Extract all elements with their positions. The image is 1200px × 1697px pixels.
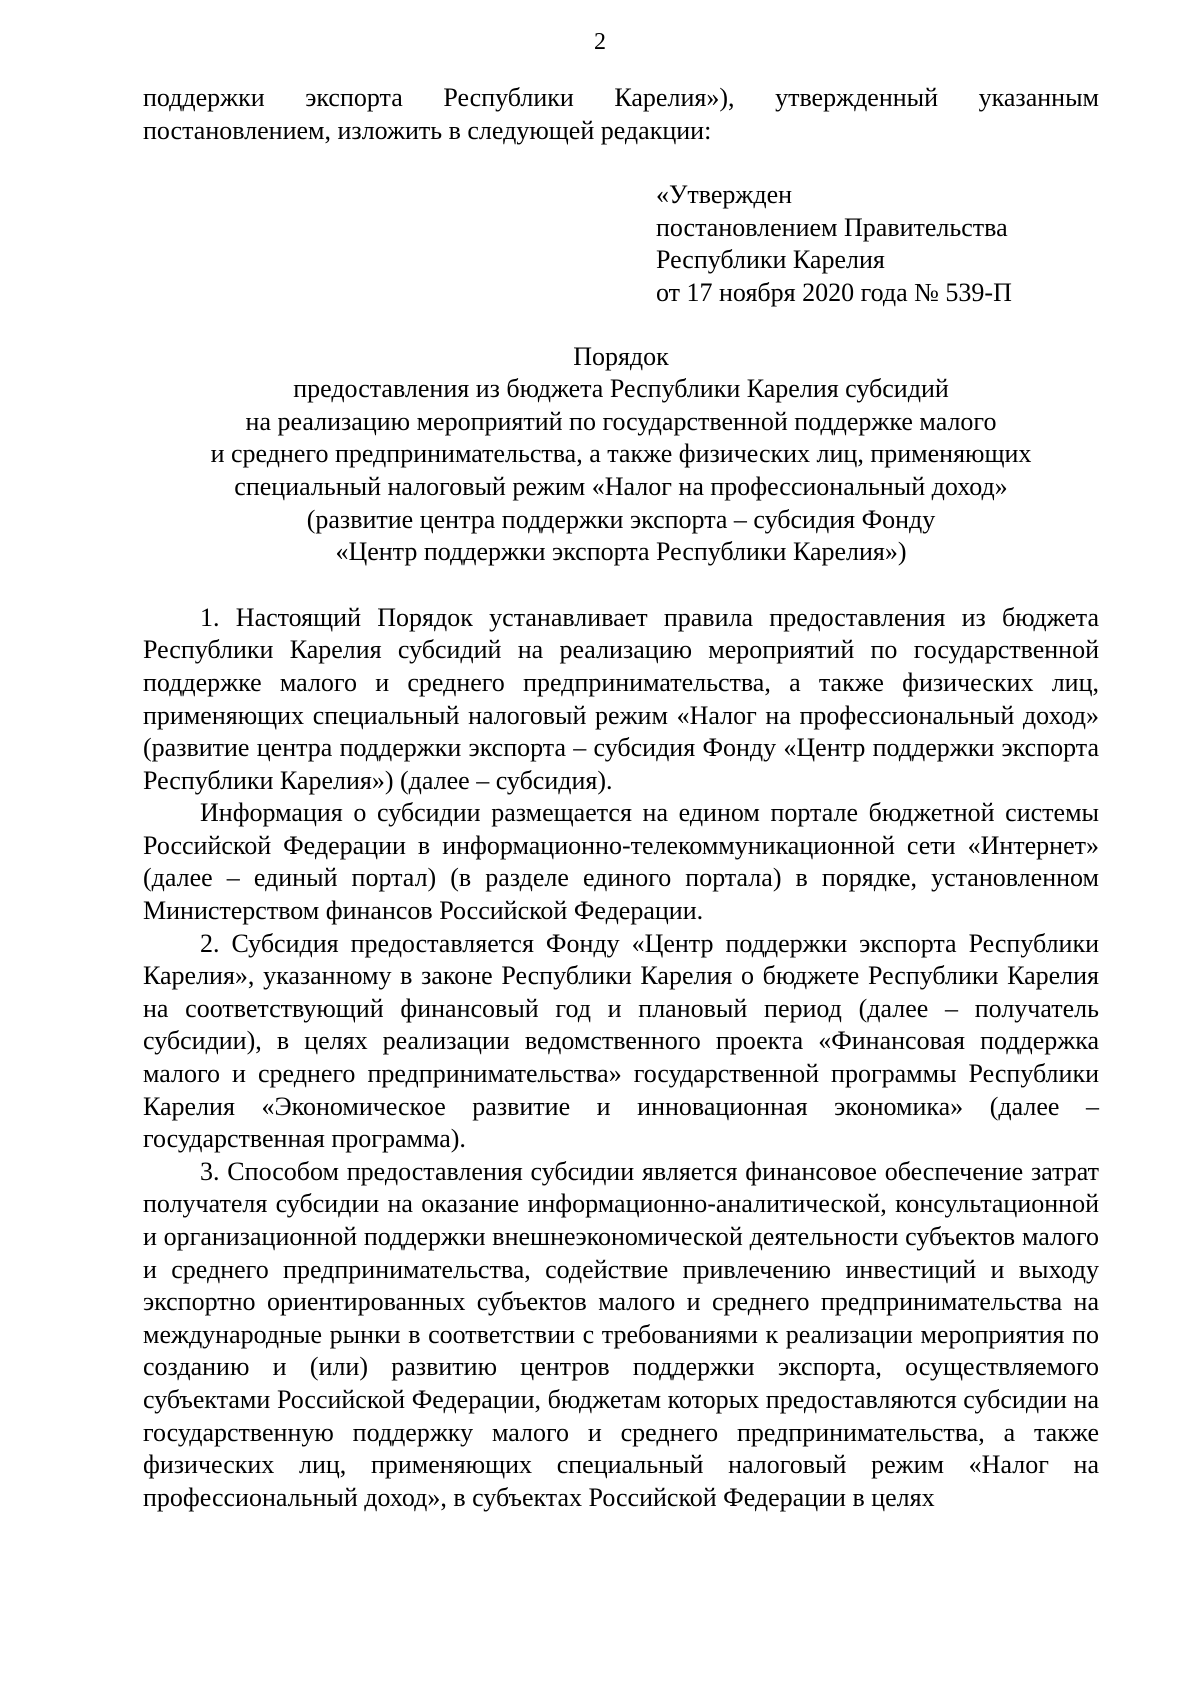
title-line: и среднего предпринимательства, а также физических лиц, применяющих xyxy=(210,439,1032,469)
title-heading: Порядок xyxy=(573,341,669,371)
paragraph-info: Информация о субсидии размещается на едином портале бюджетной системы Российской Федерации в информационно-телекоммуникационной сети «Интернет» (далее – единый портал) (в разделе единого портала) в порядке, установленном Министерством финансов Российской Федерации. xyxy=(143,798,1099,926)
body-paragraphs xyxy=(143,602,1099,1515)
approval-stamp xyxy=(656,179,1099,309)
paragraph-1: 1. Настоящий Порядок устанавливает правила предоставления из бюджета Республики Карелия субсидий на реализацию мероприятий по государственной поддержке малого и среднего предпринимательства, а также физических лиц, применяющих специальный налоговый режим «Налог на профессиональный доход» (развитие центра поддержки экспорта – субсидия Фонду «Центр поддержки экспорта Республики Карелия») (далее – субсидия). xyxy=(143,602,1099,795)
intro-paragraph: поддержки экспорта Республики Карелия»), утвержденный указанным постановлением, изложить в следующей редакции: xyxy=(143,83,1099,145)
approval-line: «Утвержден xyxy=(656,180,793,210)
paragraph-2: 2. Субсидия предоставляется Фонду «Центр поддержки экспорта Республики Карелия», указанному в законе Республики Карелия о бюджете Республики Карелия на соответствующий финансовый год и плановый период (далее – получатель субсидии), в целях реализации ведомственного проекта «Финансовая поддержка малого и среднего предпринимательства» государственной программы Республики Карелия «Экономическое развитие и инновационная экономика» (далее – государственная программа). xyxy=(143,928,1099,1154)
title-line: «Центр поддержки экспорта Республики Карелия») xyxy=(335,537,907,567)
approval-line: постановлением Правительства xyxy=(656,212,1008,242)
approval-line: Республики Карелия xyxy=(656,245,885,275)
title-line: (развитие центра поддержки экспорта – субсидия Фонду xyxy=(306,504,936,534)
title-line: на реализацию мероприятий по государственной поддержке малого xyxy=(245,406,997,436)
paragraph-3: 3. Способом предоставления субсидии является финансовое обеспечение затрат получателя субсидии на оказание информационно-аналитической, консультационной и организационной поддержки внешнеэкономической деятельности субъектов малого и среднего предпринимательства, содействие привлечению инвестиций и выходу экспортно ориентированных субъектов малого и среднего предпринимательства на международные рынки в соответствии с требованиями к реализации мероприятия по созданию и (или) развитию центров поддержки экспорта, осуществляемого субъектами Российской Федерации, бюджетам которых предоставляются субсидии на государственную поддержку малого и среднего предпринимательства, а также физических лиц, применяющих специальный налоговый режим «Налог на профессиональный доход», в субъектах Российской Федерации в целях xyxy=(143,1156,1099,1512)
document-body xyxy=(143,82,1099,1514)
title-line: специальный налоговый режим «Налог на профессиональный доход» xyxy=(234,471,1008,501)
title-line: предоставления из бюджета Республики Карелия субсидий xyxy=(293,374,949,404)
approval-line: от 17 ноября 2020 года № 539-П xyxy=(656,277,1012,307)
page-number: 2 xyxy=(594,29,606,55)
document-title xyxy=(143,341,1099,569)
